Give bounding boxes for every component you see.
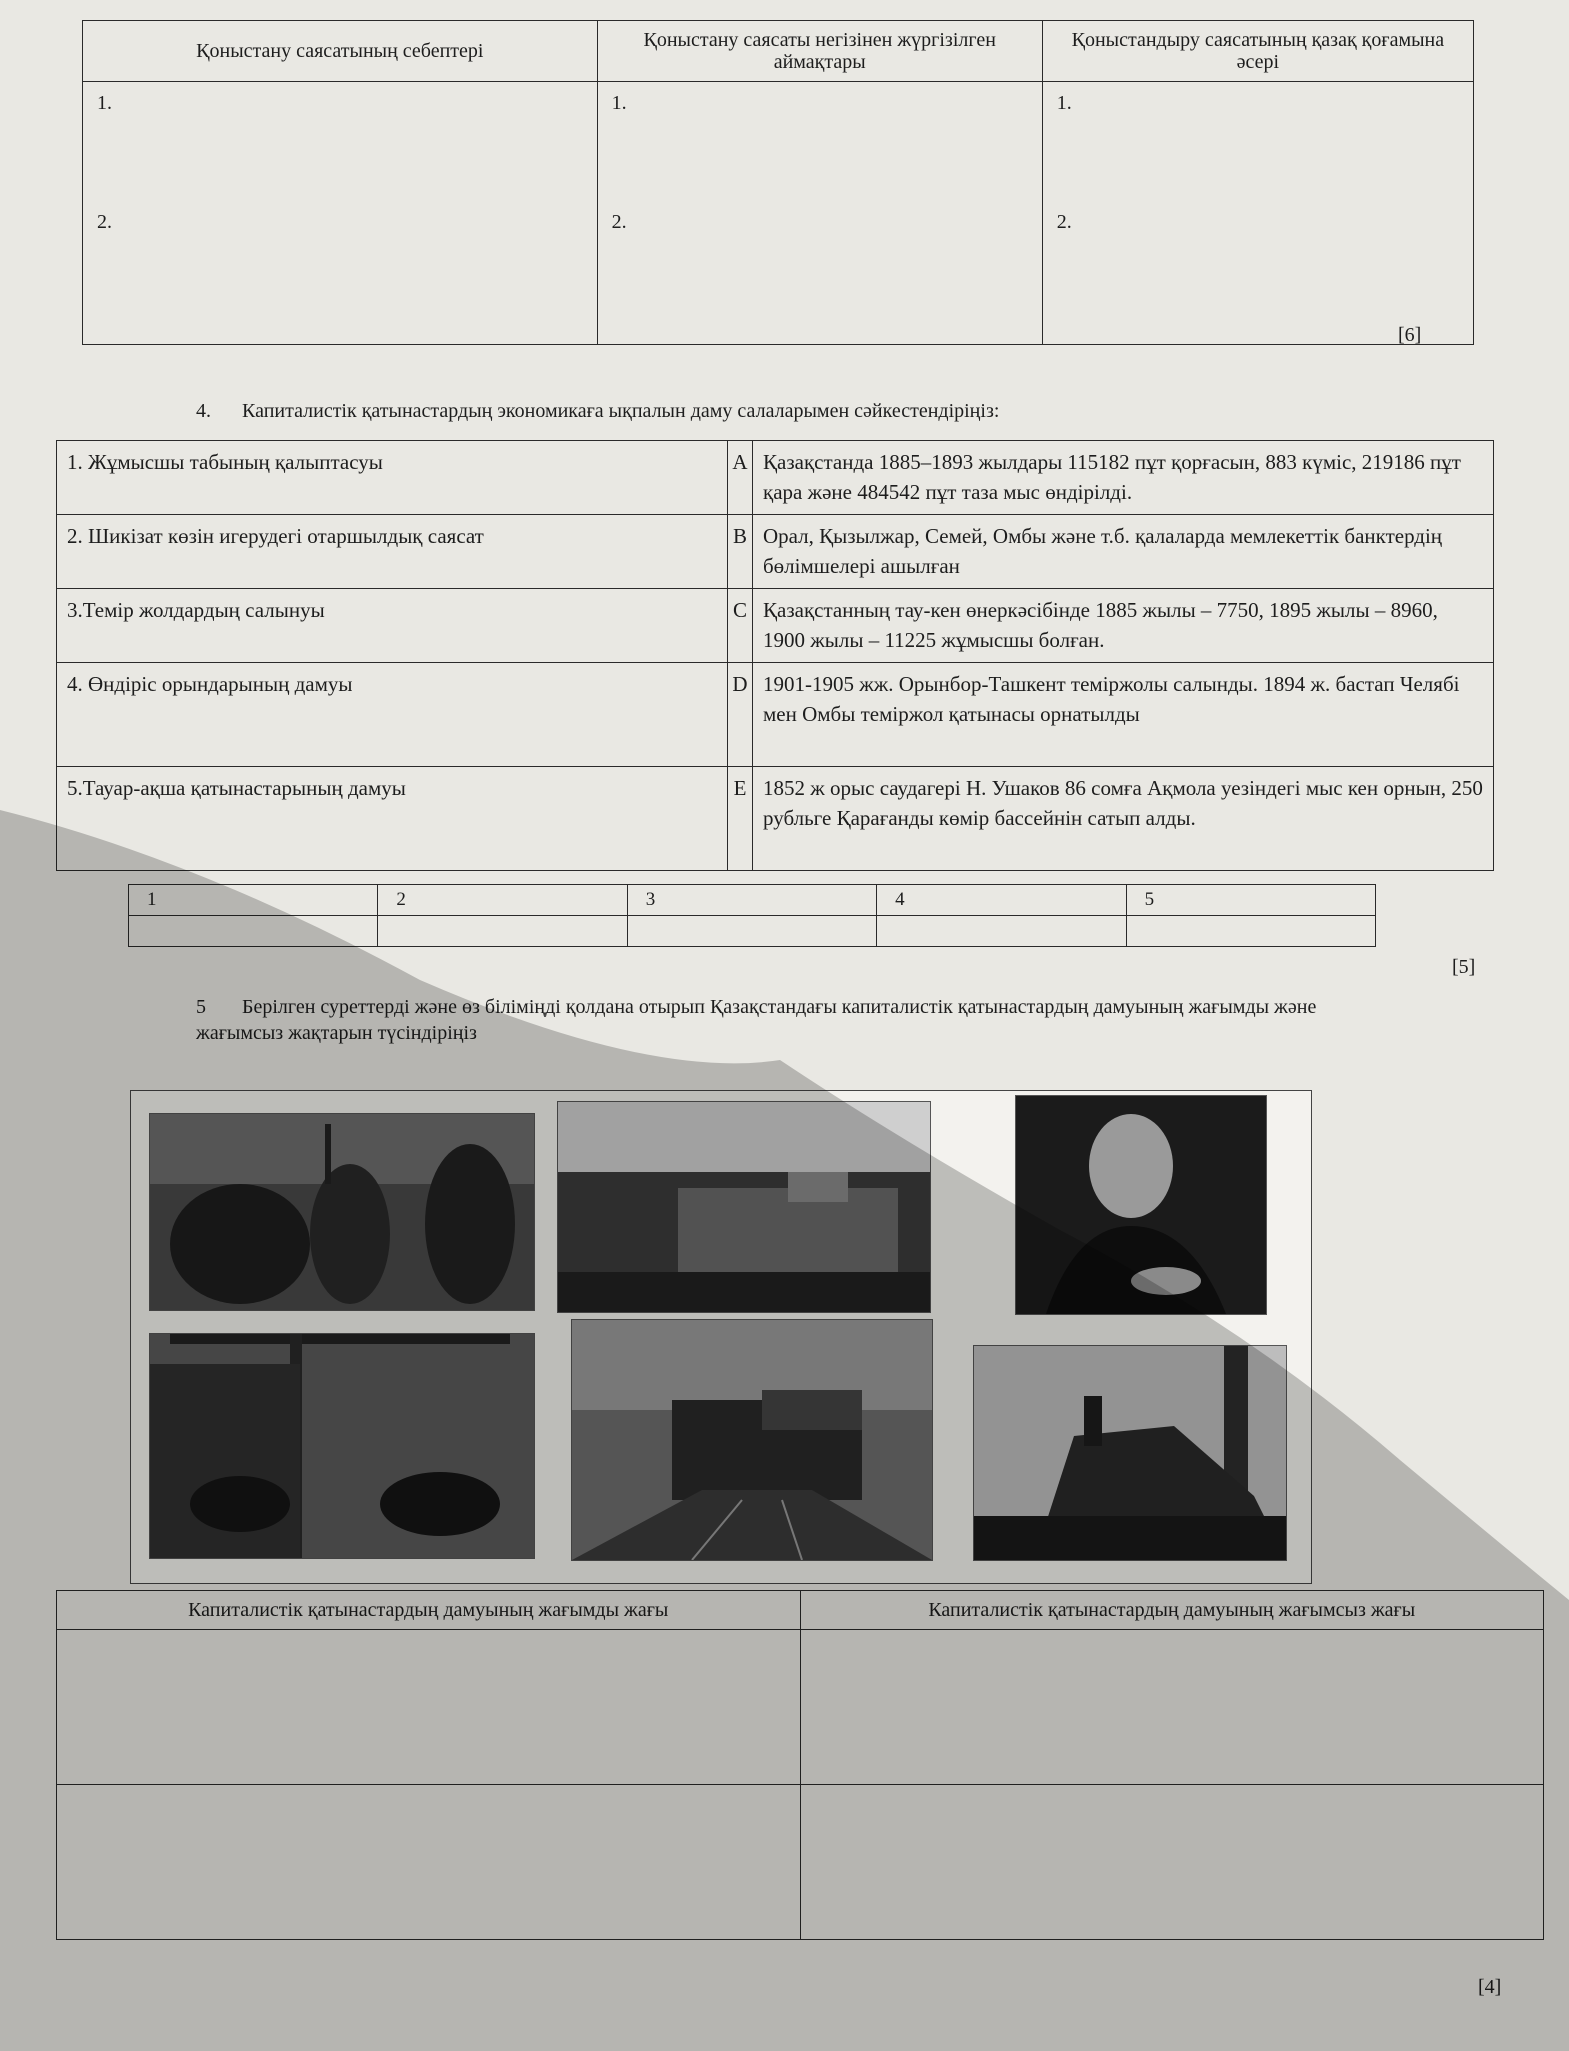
item-number: 2.	[97, 211, 112, 233]
match-right-item: Орал, Қызылжар, Семей, Омбы және т.б. қалаларда мемлекеттік банктердің бөлімшелері ашылған	[753, 514, 1494, 588]
answer-grid	[128, 884, 1376, 947]
answer-col-label: 5	[1126, 885, 1375, 916]
match-left-item: 3.Темір жолдардың салынуы	[57, 588, 728, 662]
question-4	[196, 398, 999, 424]
table1-cell-causes[interactable]	[83, 82, 598, 345]
table-row	[57, 662, 1494, 766]
table-row	[57, 441, 1494, 515]
cons-cell[interactable]	[800, 1630, 1544, 1785]
question-text: Берілген суреттерді және өз біліміңді қолдана отырып Қазақстандағы капиталистік қатынастардың дамуының жағымды және жағымсыз жақтарын түсіндіріңіз	[196, 996, 1317, 1044]
question-number: 5	[196, 996, 206, 1018]
match-left-item: 1. Жұмысшы табының қалыптасуы	[57, 441, 728, 515]
answer-cell[interactable]	[627, 916, 876, 947]
table1-header-regions: Қоныстану саясаты негізінен жүргізілген аймақтары	[597, 21, 1042, 82]
match-right-item: Қазақстанда 1885–1893 жылдары 115182 пұт қорғасын, 883 күміс, 219186 пұт қара және 484542 пұт таза мыс өндірілді.	[753, 441, 1494, 515]
cons-header: Капиталистік қатынастардың дамуының жағымсыз жағы	[800, 1591, 1544, 1630]
item-number: 1.	[97, 92, 112, 114]
pros-cons-table	[56, 1590, 1544, 1940]
score-q3: [6]	[1398, 324, 1422, 346]
answer-col-label: 4	[877, 885, 1126, 916]
item-number: 1.	[611, 92, 627, 114]
pros-header: Капиталистік қатынастардың дамуының жағымды жағы	[57, 1591, 801, 1630]
match-left-item: 4. Өндіріс орындарының дамуы	[57, 662, 728, 766]
match-right-item: Қазақстанның тау-кен өнеркәсібінде 1885 жылы – 7750, 1895 жылы – 8960, 1900 жылы – 11225 жұмысшы болған.	[753, 588, 1494, 662]
answer-cell[interactable]	[129, 916, 378, 947]
answer-cell[interactable]	[1126, 916, 1375, 947]
question-text: Капиталистік қатынастардың экономикаға ықпалын даму салаларымен сәйкестендіріңіз:	[242, 400, 1000, 422]
pros-cell[interactable]	[57, 1630, 801, 1785]
pros-cell[interactable]	[57, 1785, 801, 1940]
answer-cell[interactable]	[877, 916, 1126, 947]
table1-cell-regions[interactable]	[597, 82, 1042, 345]
settlement-policy-table	[82, 20, 1474, 345]
item-number: 1.	[1056, 92, 1072, 114]
match-letter: E	[728, 766, 753, 870]
match-letter: D	[728, 662, 753, 766]
answer-col-label: 2	[378, 885, 627, 916]
train-photo	[571, 1319, 933, 1561]
table-row	[57, 514, 1494, 588]
table1-header-causes: Қоныстану саясатының себептері	[83, 21, 598, 82]
factory-photo	[973, 1345, 1287, 1561]
match-left-item: 5.Тауар-ақша қатынастарының дамуы	[57, 766, 728, 870]
table1-header-impact: Қоныстандыру саясатының қазақ қоғамына әсері	[1042, 21, 1473, 82]
match-letter: C	[728, 588, 753, 662]
match-letter: A	[728, 441, 753, 515]
matching-table	[56, 440, 1494, 871]
cons-cell[interactable]	[800, 1785, 1544, 1940]
score-q4: [5]	[1452, 956, 1476, 978]
item-number: 2.	[1056, 211, 1072, 233]
match-right-item: 1852 ж орыс саудагері Н. Ушаков 86 сомға Ақмола уезіндегі мыс кен орнын, 250 рубльге Қарағанды көмір бассейнін сатып алды.	[753, 766, 1494, 870]
portrait-photo	[1015, 1095, 1267, 1315]
score-q5: [4]	[1478, 1976, 1502, 1998]
item-number: 2.	[611, 211, 627, 233]
answer-col-label: 3	[627, 885, 876, 916]
table-row	[57, 588, 1494, 662]
building-photo	[557, 1101, 931, 1313]
historical-images-panel	[130, 1090, 1312, 1584]
answer-col-label: 1	[129, 885, 378, 916]
mine-shaft-photo	[149, 1333, 535, 1559]
match-right-item: 1901-1905 жж. Орынбор-Ташкент теміржолы салынды. 1894 ж. бастап Челябі мен Омбы теміржол қатынасы орнатылды	[753, 662, 1494, 766]
match-letter: B	[728, 514, 753, 588]
question-number: 4.	[196, 400, 211, 422]
answer-cell[interactable]	[378, 916, 627, 947]
table-row	[57, 766, 1494, 870]
match-left-item: 2. Шикізат көзін игерудегі отаршылдық саясат	[57, 514, 728, 588]
table1-cell-impact[interactable]	[1042, 82, 1473, 345]
workers-photo	[149, 1113, 535, 1311]
question-5	[196, 994, 1396, 1046]
